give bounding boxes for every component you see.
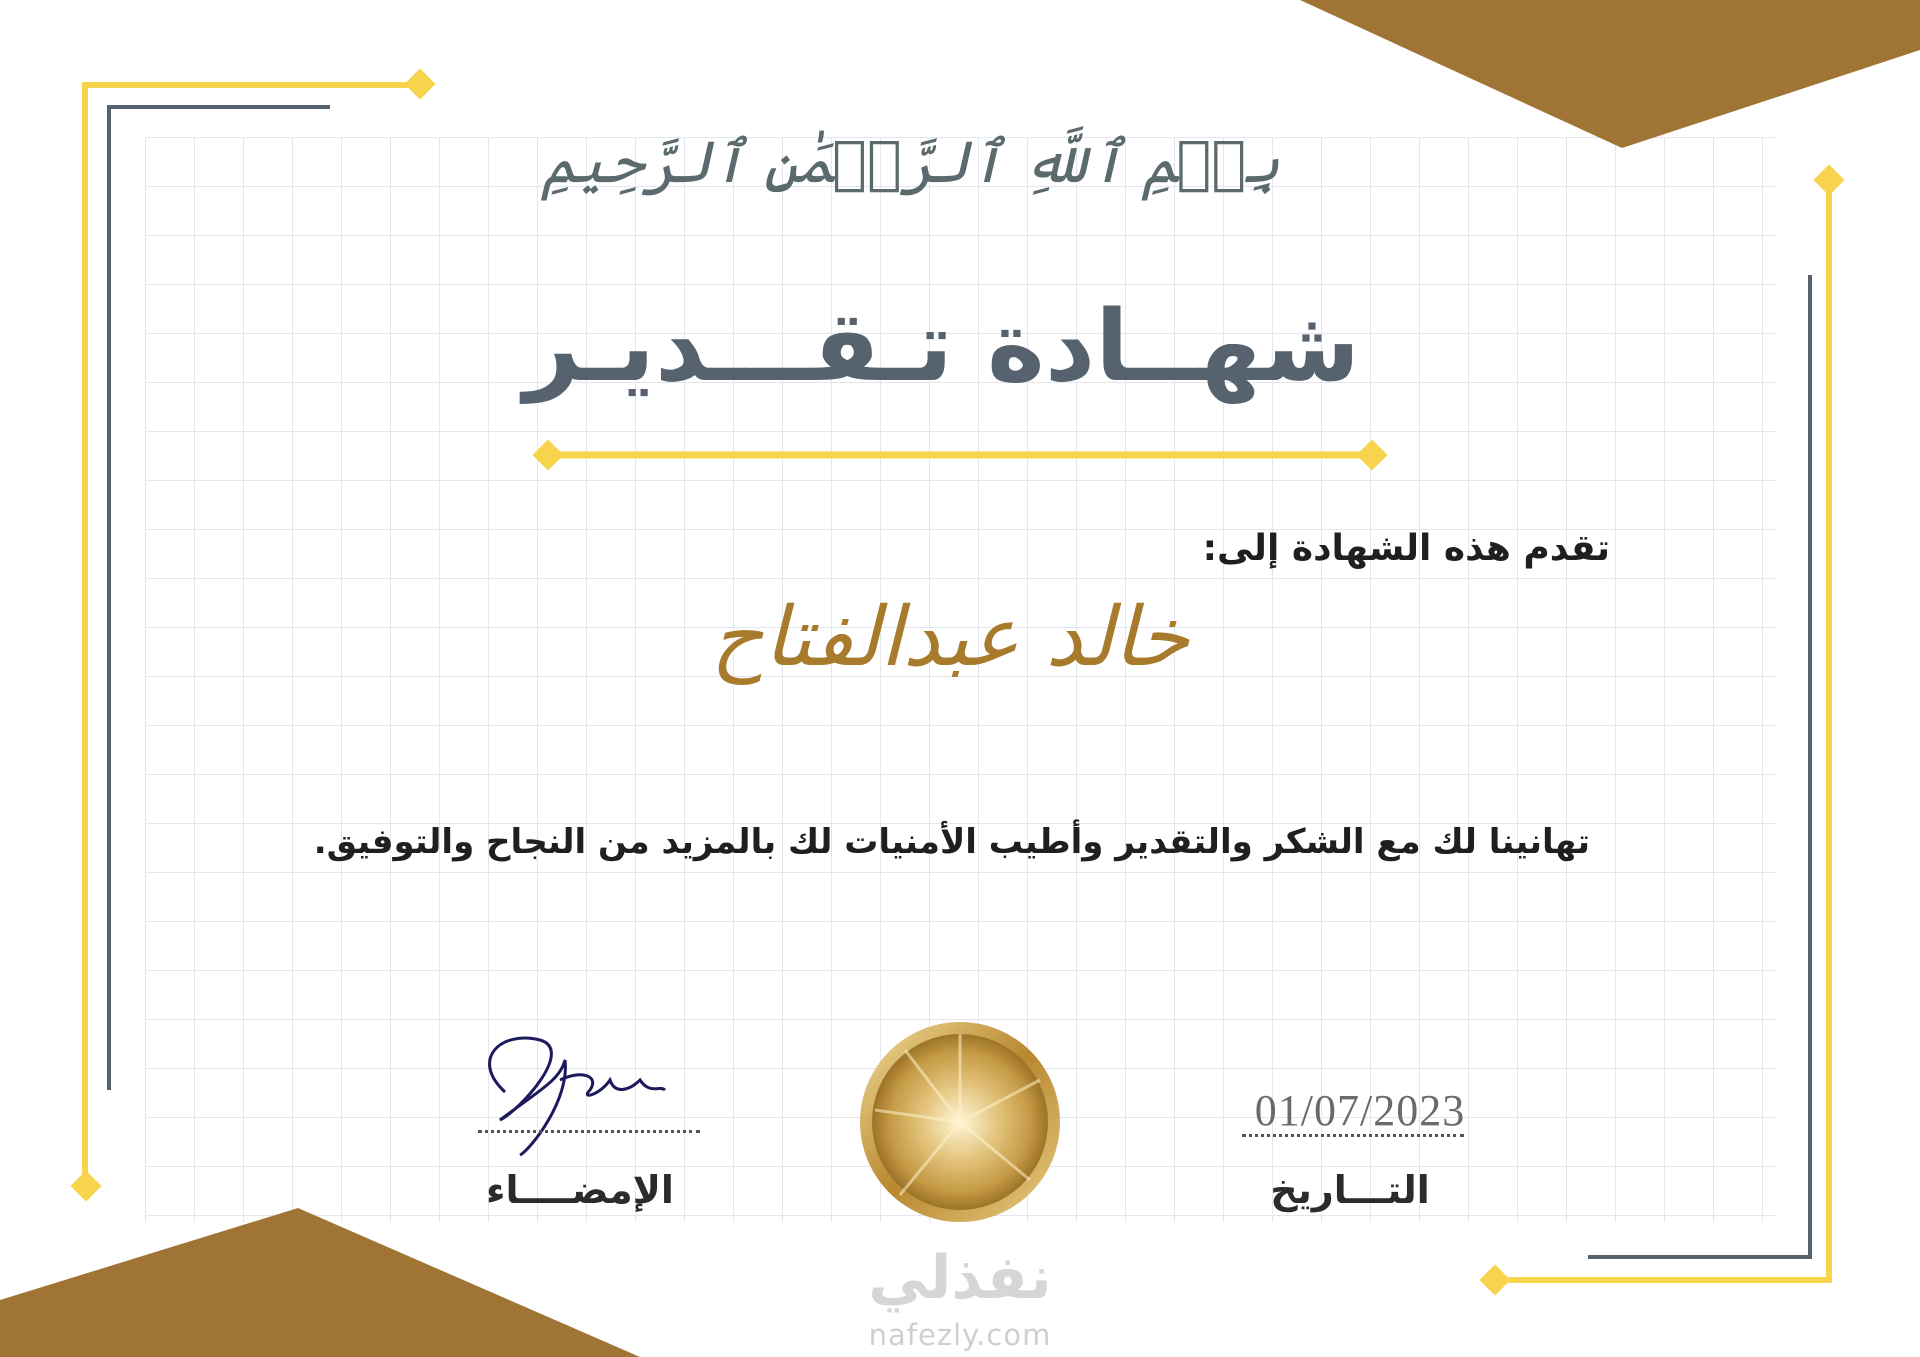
underline-right-diamond bbox=[1356, 439, 1387, 470]
signature-scribble bbox=[490, 1038, 665, 1155]
top-left-yellow-frame bbox=[85, 85, 421, 1185]
bottom-right-yellow-frame bbox=[1495, 180, 1829, 1280]
date-label: التـــاريخ bbox=[1270, 1168, 1430, 1212]
underline-left-diamond bbox=[532, 439, 563, 470]
bismillah-calligraphy: بِسۡمِ ٱللَّهِ ٱلرَّحۡمَٰنِ ٱلرَّحِيمِ bbox=[541, 128, 1280, 196]
date-value: 01/07/2023 bbox=[1254, 1086, 1466, 1135]
congratulations-message: تهانينا لك مع الشكر والتقدير وأطيب الأمنيات لك بالمزيد من النجاح والتوفيق. bbox=[313, 822, 1590, 862]
top-right-gold-corner bbox=[1300, 0, 1920, 148]
signature-label: الإمضــــاء bbox=[486, 1168, 674, 1212]
presented-to-label: تقدم هذه الشهادة إلى: bbox=[1202, 528, 1610, 569]
bottom-right-slate-frame bbox=[1588, 275, 1810, 1257]
bottom-yellow-diamond bbox=[1479, 1264, 1510, 1295]
certificate-title: شهــادة تـقـــديـر bbox=[523, 290, 1360, 404]
recipient-name: خالد عبدالفتاح bbox=[710, 590, 1190, 685]
signature-line bbox=[478, 1130, 700, 1133]
bottom-left-gold-corner bbox=[0, 1208, 640, 1357]
watermark-brand-arabic: نفذلي bbox=[868, 1243, 1052, 1313]
left-yellow-diamond bbox=[70, 1170, 101, 1201]
right-yellow-diamond bbox=[1813, 164, 1844, 195]
watermark-brand-url: nafezly.com bbox=[868, 1318, 1052, 1352]
top-left-yellow-diamond bbox=[404, 68, 435, 99]
top-left-slate-frame bbox=[109, 107, 330, 1090]
